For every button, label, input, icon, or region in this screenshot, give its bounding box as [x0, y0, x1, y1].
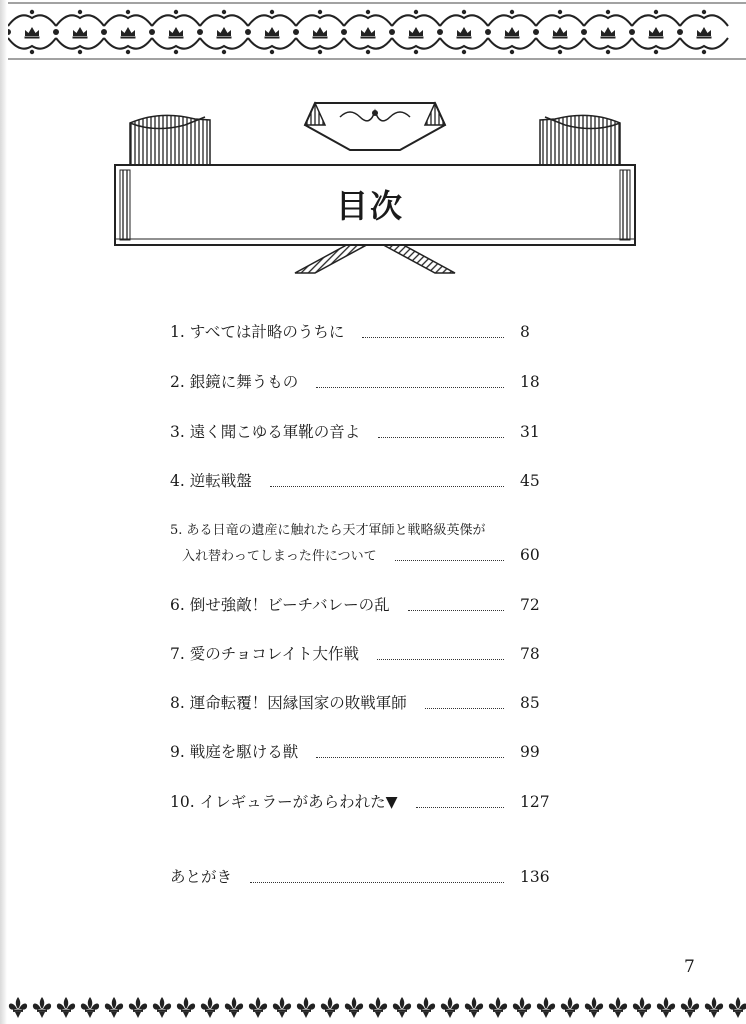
- toc-entry-label: 7. 愛のチョコレイト大作戦: [170, 645, 359, 663]
- toc-entry-label: あとがき: [170, 868, 233, 886]
- toc-entry[interactable]: [170, 420, 560, 444]
- toc-entry-page: 99: [520, 743, 540, 761]
- toc-entry-label: 3. 遠く聞こゆる軍靴の音よ: [170, 423, 361, 441]
- toc-entry-label: 6. 倒せ強敵！ビーチバレーの乱: [170, 596, 390, 614]
- dot-leader: [316, 756, 504, 758]
- toc-entry-page: 18: [520, 373, 540, 391]
- toc-entry-page: 8: [520, 323, 530, 341]
- toc-entry-page: 136: [520, 868, 550, 886]
- toc-entry[interactable]: [170, 469, 560, 493]
- toc-entry[interactable]: [170, 593, 560, 617]
- toc-entry-label-line1[interactable]: 5. ある日竜の遺産に触れたら天才軍師と戦略級英傑が: [170, 523, 486, 538]
- dot-leader: [408, 609, 504, 611]
- toc-entry-label: 10. イレギュラーがあらわれた▼: [170, 793, 398, 811]
- toc-entry[interactable]: [170, 642, 560, 666]
- toc-entry-page: 45: [520, 472, 540, 490]
- toc-title: 目次: [335, 187, 404, 225]
- dot-leader: [416, 806, 505, 808]
- dot-leader: [378, 436, 504, 438]
- toc-entry-page: 127: [520, 793, 550, 811]
- dot-leader: [425, 707, 504, 709]
- toc-entry[interactable]: [170, 790, 560, 814]
- toc-entry-label: 1. すべては計略のうちに: [170, 323, 345, 341]
- toc-entry-page: 72: [520, 596, 540, 614]
- dot-leader: [316, 386, 504, 388]
- dot-leader: [377, 658, 504, 660]
- toc-entry-label: 4. 逆転戦盤: [170, 472, 252, 490]
- toc-entry[interactable]: [182, 543, 560, 567]
- dot-leader: [362, 336, 504, 338]
- toc-entry[interactable]: [170, 320, 560, 344]
- toc-entry[interactable]: [170, 865, 560, 889]
- toc-entry-label: 8. 運命転覆！因縁国家の敗戦軍師: [170, 694, 407, 712]
- toc-entry-page: 60: [520, 546, 540, 564]
- dot-leader: [395, 559, 504, 561]
- toc-entry-label-line2: 入れ替わってしまった件について: [182, 549, 377, 564]
- toc-entry[interactable]: [170, 691, 560, 715]
- toc-entry-label: 2. 銀鏡に舞うもの: [170, 373, 299, 391]
- top-lace-border: [8, 0, 746, 62]
- dot-leader: [250, 881, 504, 883]
- toc-entry-page: 85: [520, 694, 540, 712]
- bottom-fleur-border: [8, 990, 746, 1024]
- page-number: 7: [684, 957, 695, 977]
- toc-entry[interactable]: [170, 740, 560, 764]
- page-edge-shadow: [0, 0, 7, 1024]
- toc-entry-page: 31: [520, 423, 540, 441]
- toc-entry-page: 78: [520, 645, 540, 663]
- dot-leader: [270, 485, 504, 487]
- toc-entry-label: 9. 戦庭を駆ける獣: [170, 743, 299, 761]
- toc-entry[interactable]: [170, 370, 560, 394]
